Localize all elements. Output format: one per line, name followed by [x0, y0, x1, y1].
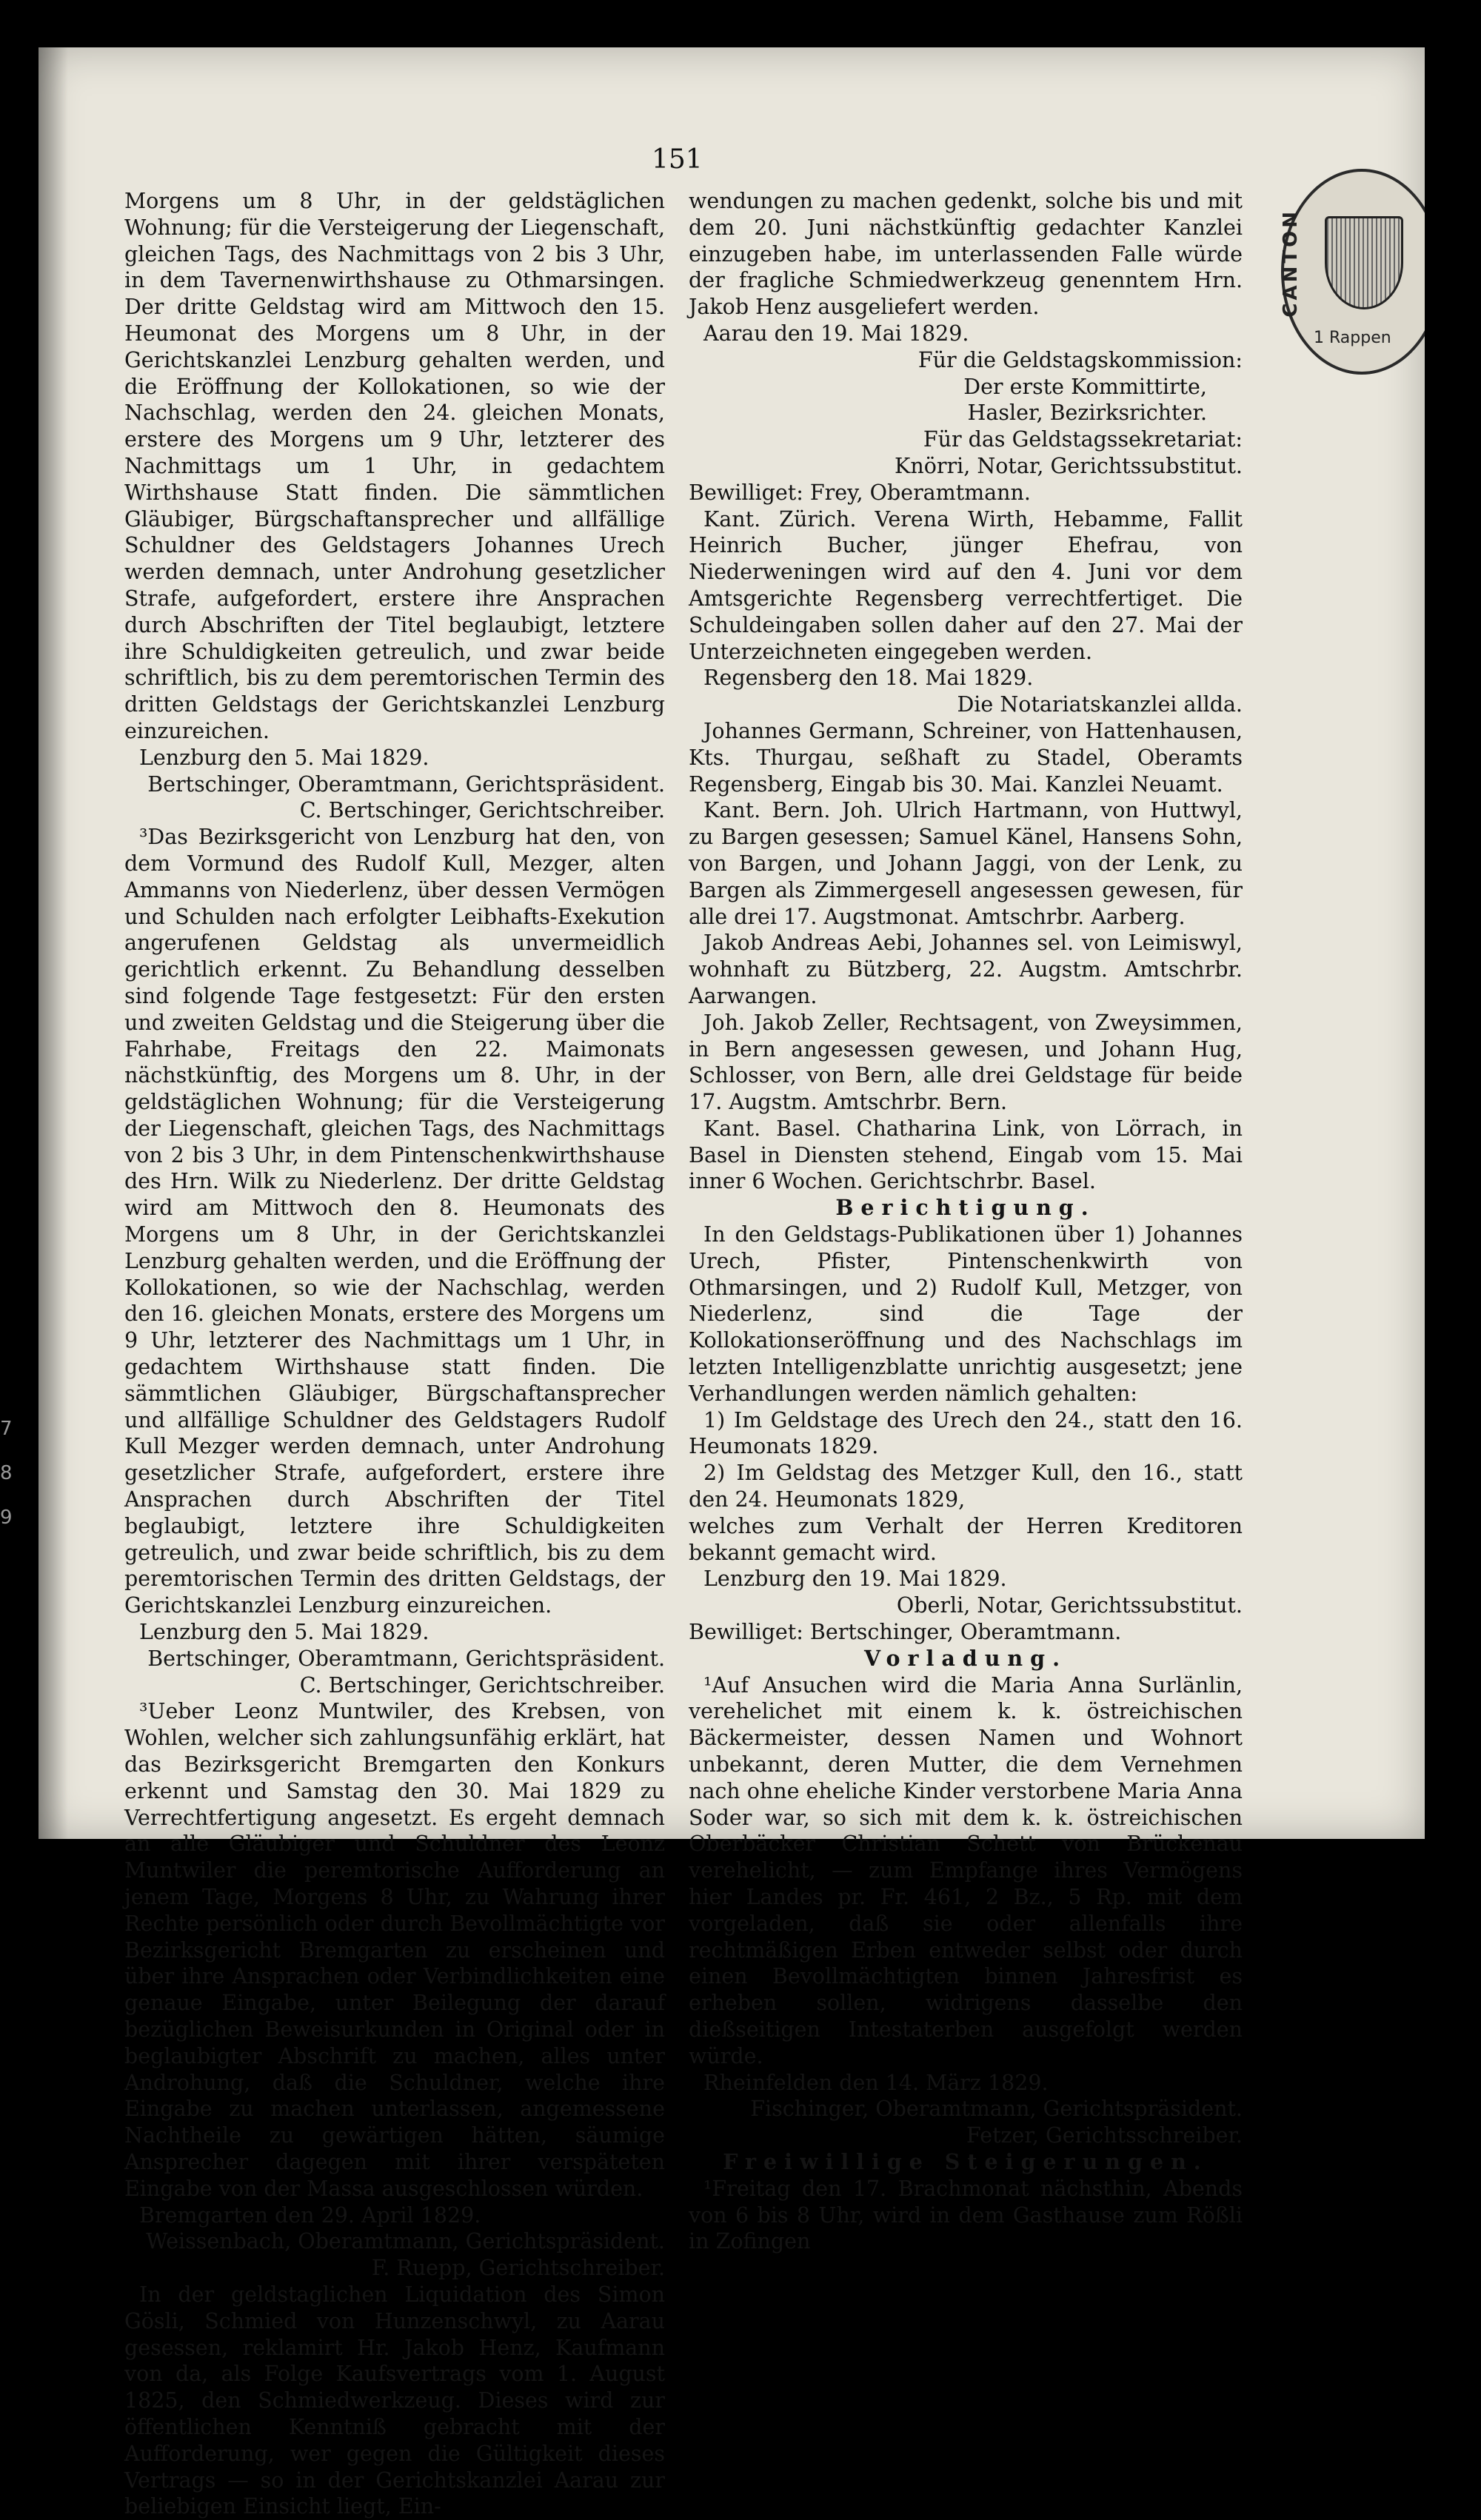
notice-goesli-continuation: wendungen zu machen gedenkt, solche bis und mit dem 20. Juni nächstkünftig gedachter Kanzlei einzugeben habe, im unterlassenden Falle würde der fragliche Schmiedwerkzeug genenntem Hrn. Jakob Henz ausgeliefert werden. — [689, 189, 1243, 320]
left-margin-marks — [0, 1407, 15, 1540]
correction-item-2: 2) Im Geldstag des Metzger Kull, den 16., statt den 24. Heumonats 1829, — [689, 1461, 1243, 1512]
notice-zeller-paragraph: Joh. Jakob Zeller, Rechtsagent, von Zweysimmen, in Bern angesessen gewesen, und Johann Hug, Schlosser, von Bern, alle drei Geldstage für beide 17. Augstm. Amtschrbr. Bern. — [689, 1010, 1243, 1115]
signature: Fischinger, Oberamtmann, Gerichtspräsident. — [750, 2097, 1243, 2122]
stamp-text: CANTON — [1280, 209, 1302, 318]
signature: F. Ruepp, Gerichtschreiber. — [371, 2256, 665, 2281]
section-heading-steigerungen: Freiwillige Steigerungen. — [723, 2148, 1208, 2174]
right-column — [689, 188, 1243, 2255]
dateline: Lenzburg den 5. Mai 1829. — [139, 745, 429, 770]
notice-goesli-paragraph: In der geldstaglichen Liquidation des Simon Gösli, Schmied von Hunzenschwyl, zu Aarau gesessen, reklamirt Hr. Jakob Henz, Kaufmann von da, als Folge Kaufsvertrags vom 1. August 1825, den Schmiedwerkzeug. Dieses wird zur öffentlichen Kenntniß gebracht mit der Aufforderung, wer gegen die Gültigkeit dieses Vertrags — so in der Gerichtskanzlei Aarau zur beliebigen Einsicht liegt, Ein- — [124, 2282, 665, 2519]
correction-item-1: 1) Im Geldstage des Urech den 24., statt den 16. Heumonats 1829. — [689, 1407, 1243, 1459]
margin-mark: 8 — [0, 1462, 13, 1484]
left-column — [124, 188, 665, 2520]
signature: Weissenbach, Oberamtmann, Gerichtspräsident. — [146, 2229, 665, 2254]
signature: C. Bertschinger, Gerichtschreiber. — [299, 1672, 665, 1698]
notice-zurich-paragraph: Kant. Zürich. Verena Wirth, Hebamme, Fallit Heinrich Bucher, jünger Ehefrau, von Niederweningen wird auf den 4. Juni vor dem Amtsgerichte Regensberg verrechtfertiget. Die Schuldeingaben sollen daher auf den 27. Mai der Unterzeichneten eingegeben werden. — [689, 506, 1243, 664]
page-fold-shadow — [39, 47, 68, 1839]
approval-line: Bewilliget: Frey, Oberamtmann. — [689, 480, 1031, 505]
margin-mark: 9 — [0, 1507, 13, 1529]
signature: Hasler, Bezirksrichter. — [967, 401, 1207, 426]
approval-line: Bewilliget: Bertschinger, Oberamtmann. — [689, 1620, 1122, 1645]
summons-paragraph: ¹Auf Ansuchen wird die Maria Anna Surlänlin, verehelichet mit einem k. k. östreichischen Bäckermeister, dessen Namen und Wohnort unbekannt, deren Mutter, die dem Vernehmen nach ohne eheliche Kinder verstorbene Maria Anna Soder war, so sich mit dem k. k. östreichischen Oberbäcker Christian Schett von Brückenau verehelicht, — zum Empfange ihres Vermögens hier Landes pr. Fr. 461, 2 Bz., 5 Rp. mit dem vorgeladen, daß sie oder allenfalls ihre rechtmäßigen Erben entweder selbst oder durch einen Bevollmächtigten binnen Jahresfrist es erheben sollen, widrigens dasselbe den dießseitigen Intestaterben ausgefolgt werden würde. — [689, 1672, 1243, 2068]
scan-border — [1425, 0, 1481, 1846]
correction-paragraph: In den Geldstags-Publikationen über 1) Johannes Urech, Pfister, Pintenschenkwirth von Othmarsingen, und 2) Rudolf Kull, Metzger, von Niederlenz, sind die Tage der Kollokationseröffnung und des Nachschlags im letzten Intelligenzblatte unrichtig ausgesetzt; jene Verhandlungen werden nämlich gehalten: — [689, 1222, 1243, 1406]
auction-paragraph: ¹Freitag den 17. Brachmonat nächsthin, Abends von 6 bis 8 Uhr, wird in dem Gasthause zum Rößli in Zofingen — [689, 2176, 1243, 2254]
tax-stamp — [1281, 169, 1442, 375]
dateline: Aarau den 19. Mai 1829. — [703, 321, 969, 346]
notice-bern-paragraph: Kant. Bern. Joh. Ulrich Hartmann, von Huttwyl, zu Bargen gesessen; Samuel Känel, Hansens Sohn, von Bargen, und Johann Jaggi, von der Lenk, zu Bargen als Zimmergesell angesessen gewesen, für alle drei 17. Augstmonat. Amtschrbr. Aarberg. — [689, 798, 1243, 929]
signature: Die Notariatskanzlei allda. — [957, 692, 1243, 717]
notice-germann-paragraph: Johannes Germann, Schreiner, von Hattenhausen, Kts. Thurgau, seßhaft zu Stadel, Oberamts Regensberg, Eingab bis 30. Mai. Kanzlei Neuamt. — [689, 718, 1243, 797]
stamp-shield-icon — [1325, 216, 1403, 309]
notice-aebi-paragraph: Jakob Andreas Aebi, Johannes sel. von Leimiswyl, wohnhaft zu Bützberg, 22. Augstm. Amtschrbr. Aarwangen. — [689, 931, 1243, 1008]
stamp-value: 1 Rappen — [1314, 329, 1391, 347]
signature: Der erste Kommittirte, — [963, 374, 1207, 399]
signature: Bertschinger, Oberamtmann, Gerichtspräsident. — [147, 771, 665, 797]
signature: Oberli, Notar, Gerichtssubstitut. — [896, 1593, 1243, 1618]
page-number: 151 — [652, 144, 703, 175]
signature: Für die Geldstagskommission: — [917, 347, 1243, 372]
dateline: Lenzburg den 5. Mai 1829. — [139, 1620, 429, 1645]
dateline: Bremgarten den 29. April 1829. — [139, 2202, 481, 2228]
dateline: Rheinfelden den 14. März 1829. — [703, 2070, 1049, 2095]
notice-muntwiler-paragraph: ³Ueber Leonz Muntwiler, des Krebsen, von Wohlen, welcher sich zahlungsunfähig erklärt, hat das Bezirksgericht Bremgarten den Konkurs erkennt und Samstag den 30. Mai 1829 zu Verrechtfertigung angesetzt. Es ergeht demnach an alle Gläubiger und Schuldner des Leonz Muntwiler die peremtorische Aufforderung an jenem Tage, Morgens 8 Uhr, zu Wahrung ihrer Rechte persönlich oder durch Bevollmächtigte vor Bezirksgericht Bremgarten zu erscheinen und über ihre Ansprachen oder Verbindlichkeiten eine genaue Eingabe, unter Beilegung der darauf bezüglichen Beweisurkunden in Original oder in beglaubigter Abschrift zu machen, alles unter Androhung, daß die Schuldner, welche ihre Eingabe zu machen unterlassen, angemessene Nachtheile zu gewärtigen hätten, säumige Ansprecher dagegen mit ihrer verspäteten Eingabe von der Massa ausgeschlossen würden. — [124, 1699, 665, 2201]
correction-closing: welches zum Verhalt der Herren Kreditoren bekannt gemacht wird. — [689, 1513, 1243, 1565]
notice-kull-paragraph: ³Das Bezirksgericht von Lenzburg hat den, von dem Vormund des Rudolf Kull, Mezger, alten Ammanns von Niederlenz, über dessen Vermögen und Schulden nach erfolgter Leibhafts-Exekution angerufenen Geldstag als unvermeidlich gerichtlich erkennt. Zu Behandlung desselben sind folgende Tage festgesetzt: Für den ersten und zweiten Geldstag und die Steigerung über die Fahrhabe, Freitags den 22. Maimonats nächstkünftig, des Morgens um 8. Uhr, in der geldstäglichen Wohnung; für die Versteigerung der Liegenschaft, gleichen Tags, des Nachmittags von 2 bis 3 Uhr, in dem Pintenschenkwirthshause des Hrn. Wilk zu Niederlenz. Der dritte Geldstag wird am Mittwoch den 8. Heumonats des Morgens um 8 Uhr, in der Gerichtskanzlei Lenzburg gehalten werden, und die Eröffnung der Kollokationen, so wie der Nachschlag, werden den 16. gleichen Monats, erstere des Morgens um 9 Uhr, letzterer des Nachmittags um 1 Uhr, in gedachtem Wirthshause statt finden. Die sämmtlichen Gläubiger, Bürgschaftansprecher und allfällige Schuldner des Geldstagers Rudolf Kull Mezger werden demnach, unter Androhung gesetzlicher Strafe, aufgefordert, erstere ihre Ansprachen durch Abschriften der Titel beglaubigt, letztere ihre Schuldigkeiten getreulich, und zwar beide schriftlich, bis zu dem peremtorischen Termin des dritten Geldstags, der Gerichtskanzlei Lenzburg einzureichen. — [124, 825, 665, 1618]
signature: Für das Geldstagssekretariat: — [923, 427, 1243, 452]
signature: Fetzer, Gerichtsschreiber. — [966, 2123, 1243, 2148]
dateline: Lenzburg den 19. Mai 1829. — [703, 1566, 1007, 1592]
signature: C. Bertschinger, Gerichtschreiber. — [299, 798, 665, 823]
margin-mark: 7 — [0, 1418, 13, 1440]
notice-basel-paragraph: Kant. Basel. Chatharina Link, von Lörrach, in Basel in Diensten stehend, Eingab vom 15. Mai inner 6 Wochen. Gerichtschrbr. Basel. — [689, 1116, 1243, 1194]
notice-urech-paragraph: Morgens um 8 Uhr, in der geldstäglichen Wohnung; für die Versteigerung der Liegenschaft, gleichen Tags, des Nachmittags von 2 bis 3 Uhr, in dem Tavernenwirthshause zu Othmarsingen. Der dritte Geldstag wird am Mittwoch den 15. Heumonat des Morgens um 8 Uhr, in der Gerichtskanzlei Lenzburg gehalten werden, und die Eröffnung der Kollokationen, so wie der Nachschlag, werden den 24. gleichen Monats, erstere des Morgens um 9 Uhr, letzterer des Nachmittags um 1 Uhr, in gedachtem Wirthshause Statt finden. Die sämmtlichen Gläubiger, Bürgschaftansprecher und allfällige Schuldner des Geldstagers Johannes Urech werden demnach, unter Androhung gesetzlicher Strafe, aufgefordert, erstere ihre Ansprachen durch Abschriften der Titel beglaubigt, letztere ihre Schuldigkeiten getreulich, und zwar beide schriftlich, bis zu dem peremtorischen Termin des dritten Geldstags der Gerichtskanzlei Lenzburg einzureichen. — [124, 189, 665, 743]
signature: Knörri, Notar, Gerichtssubstitut. — [895, 453, 1243, 478]
section-heading-vorladung: Vorladung. — [863, 1645, 1068, 1671]
signature: Bertschinger, Oberamtmann, Gerichtspräsident. — [147, 1646, 665, 1671]
dateline: Regensberg den 18. Mai 1829. — [703, 666, 1034, 691]
section-heading-berichtigung: Berichtigung. — [835, 1195, 1096, 1221]
